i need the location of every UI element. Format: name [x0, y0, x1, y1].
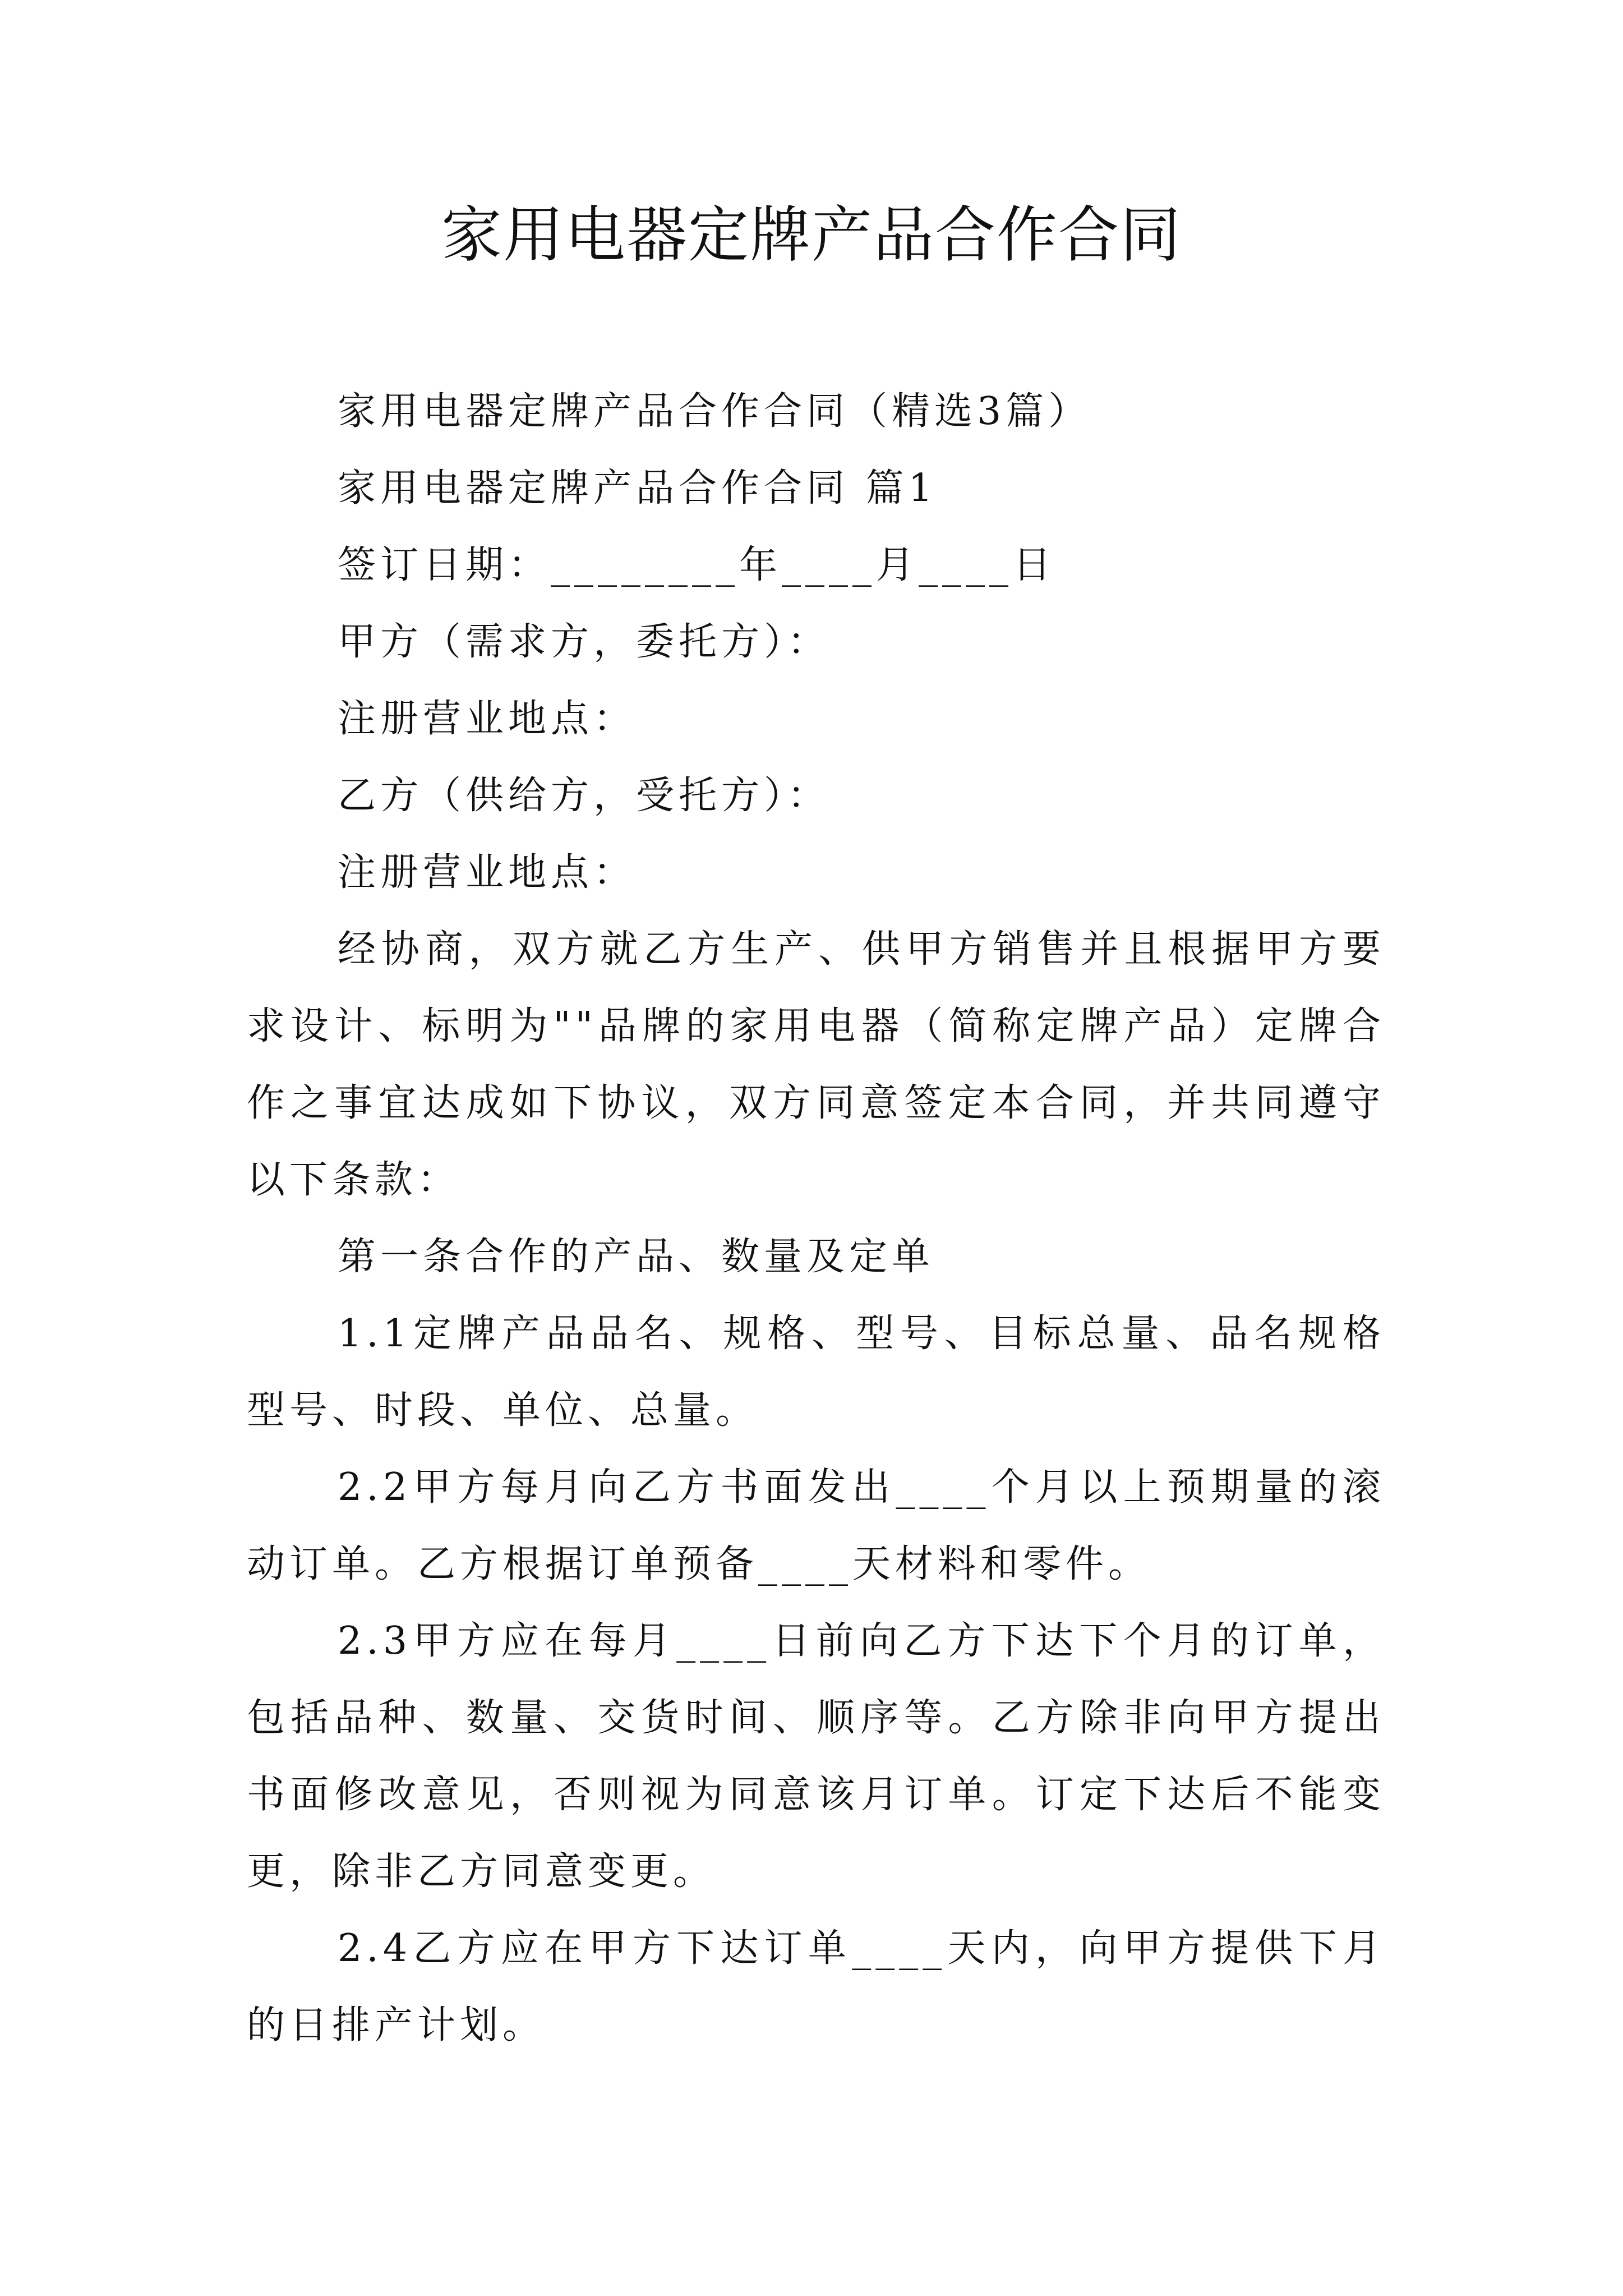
paragraph-party-b: 乙方（供给方，受托方）： — [338, 774, 831, 818]
paragraph-party-a-address: 注册营业地点： — [338, 697, 637, 741]
paragraph-subtitle: 家用电器定牌产品合作合同（精选3篇） — [338, 389, 1091, 434]
paragraph-party-a: 甲方（需求方，委托方）： — [338, 620, 831, 664]
paragraph-sign-date: 签订日期：________年____月____日 — [338, 543, 1056, 587]
paragraph-clause-1-1: 1.1定牌产品品名、规格、型号、目标总量、品名规格型号、时段、单位、总量。 — [247, 1312, 1385, 1433]
paragraph-clause-2-4: 2.4乙方应在甲方下达订单____天内，向甲方提供下月的日排产计划。 — [247, 1926, 1385, 2047]
document-body — [247, 373, 1385, 2064]
paragraph-article-1-heading: 第一条合作的产品、数量及定单 — [338, 1235, 935, 1279]
paragraph-party-b-address: 注册营业地点： — [338, 850, 637, 895]
document-title: 家用电器定牌产品合作合同 — [441, 200, 1182, 270]
paragraph-preamble: 经协商，双方就乙方生产、供甲方销售并且根据甲方要求设计、标明为""品牌的家用电器（简称定牌产品）定牌合作之事宜达成如下协议，双方同意签定本合同，并共同遵守以下条款： — [247, 927, 1385, 1202]
paragraph-clause-2-2: 2.2甲方每月向乙方书面发出____个月以上预期量的滚动订单。乙方根据订单预备____天材料和零件。 — [247, 1465, 1385, 1586]
paragraph-clause-2-3: 2.3甲方应在每月____日前向乙方下达下个月的订单，包括品种、数量、交货时间、顺序等。乙方除非向甲方提出书面修改意见，否则视为同意该月订单。订定下达后不能变更，除非乙方同意变更。 — [247, 1619, 1385, 1894]
paragraph-section-heading: 家用电器定牌产品合作合同 篇1 — [338, 466, 937, 510]
